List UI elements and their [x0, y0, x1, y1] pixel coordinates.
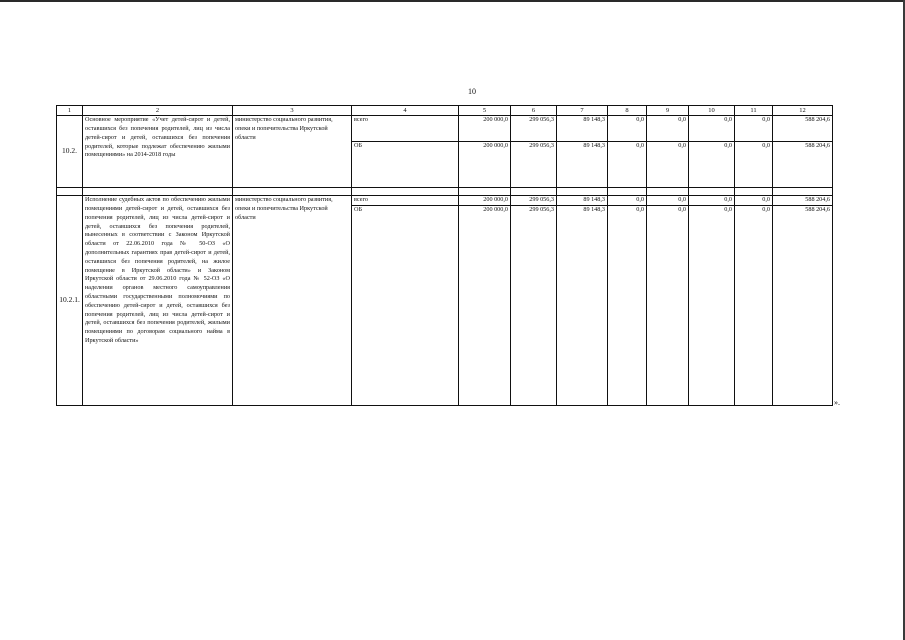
value-cell: 0,0: [608, 206, 647, 406]
column-header: 12: [773, 106, 833, 116]
empty-cell: [689, 188, 735, 196]
value-cell: 0,0: [735, 196, 773, 206]
value-cell: 200 000,0: [459, 196, 511, 206]
empty-cell: [459, 188, 511, 196]
executor-cell: министерство социального развития, опеки и попечительства Иркутской области: [233, 196, 352, 406]
funding-source: всего: [352, 116, 459, 142]
column-header: 3: [233, 106, 352, 116]
column-header: 2: [83, 106, 233, 116]
value-cell: 0,0: [608, 142, 647, 188]
table-row: [57, 116, 833, 142]
value-cell: 299 056,3: [511, 196, 557, 206]
event-description: Исполнение судебных актов по обеспечению жилыми помещениями детей-сирот и детей, оставшихся без попечения родителей, лиц из числа детей-сирот и детей, оставшихся без попечения родителей, вынесенных в соответствии с Законом Иркутской области от 22.06.2010 года № 50-ОЗ «О дополнительных гарантиях прав детей-сирот и детей, оставшихся без попечения родителей, на жилое помещение в Иркутской области» и Законом Иркутской области от 29.06.2010 года № 52-ОЗ «О наделении органов местного самоуправления областными государственными полномочиями по обеспечению детей-сирот и детей, оставшихся без попечения родителей, лиц из числа детей-сирот и детей, оставшихся без попечения родителей, жилыми помещениями по договорам социального найма в Иркутской области»: [83, 196, 233, 406]
value-cell: 89 148,3: [557, 142, 608, 188]
empty-cell: [352, 188, 459, 196]
value-cell: 0,0: [735, 142, 773, 188]
value-cell: 0,0: [735, 206, 773, 406]
value-cell: 89 148,3: [557, 196, 608, 206]
value-cell: 0,0: [647, 206, 689, 406]
funding-source: ОБ: [352, 142, 459, 188]
total-cell: 588 204,6: [773, 116, 833, 142]
column-header: 6: [511, 106, 557, 116]
spacer-row: [57, 188, 833, 196]
value-cell: 0,0: [689, 142, 735, 188]
executor-cell: министерство социального развития, опеки и попечительства Иркутской области: [233, 116, 352, 188]
value-cell: 0,0: [689, 196, 735, 206]
funding-source: ОБ: [352, 206, 459, 406]
row-number: 10.2.1.: [57, 196, 83, 406]
column-header: 7: [557, 106, 608, 116]
value-cell: 200 000,0: [459, 206, 511, 406]
value-cell: 0,0: [689, 116, 735, 142]
value-cell: 0,0: [647, 142, 689, 188]
event-description: Основное мероприятие «Учет детей-сирот и детей, оставшихся без попечения родителей, лиц из числа детей-сирот и детей, оставшихся без попечения родителей, которые подлежат обеспечению жилыми помещениями» на 2014-2018 годы: [83, 116, 233, 188]
column-header: 10: [689, 106, 735, 116]
value-cell: 0,0: [647, 116, 689, 142]
value-cell: 0,0: [689, 206, 735, 406]
empty-cell: [557, 188, 608, 196]
table-row: [57, 196, 833, 206]
closing-mark: ».: [834, 398, 840, 407]
column-header: 1: [57, 106, 83, 116]
value-cell: 0,0: [735, 116, 773, 142]
empty-cell: [608, 188, 647, 196]
empty-cell: [83, 188, 233, 196]
header-row: [57, 106, 833, 116]
total-cell: 588 204,6: [773, 206, 833, 406]
value-cell: 200 000,0: [459, 142, 511, 188]
empty-cell: [773, 188, 833, 196]
column-header: 11: [735, 106, 773, 116]
value-cell: 299 056,3: [511, 206, 557, 406]
value-cell: 89 148,3: [557, 116, 608, 142]
total-cell: 588 204,6: [773, 142, 833, 188]
page-number: 10: [468, 87, 476, 96]
total-cell: 588 204,6: [773, 196, 833, 206]
value-cell: 0,0: [608, 196, 647, 206]
value-cell: 200 000,0: [459, 116, 511, 142]
column-header: 5: [459, 106, 511, 116]
value-cell: 89 148,3: [557, 206, 608, 406]
column-header: 8: [608, 106, 647, 116]
empty-cell: [511, 188, 557, 196]
funding-table: [56, 105, 833, 406]
column-header: 4: [352, 106, 459, 116]
value-cell: 0,0: [608, 116, 647, 142]
empty-cell: [233, 188, 352, 196]
value-cell: 0,0: [647, 196, 689, 206]
row-number: 10.2.: [57, 116, 83, 188]
empty-cell: [735, 188, 773, 196]
empty-cell: [57, 188, 83, 196]
scan-top-edge: [0, 0, 905, 2]
funding-source: всего: [352, 196, 459, 206]
value-cell: 299 056,3: [511, 116, 557, 142]
value-cell: 299 056,3: [511, 142, 557, 188]
column-header: 9: [647, 106, 689, 116]
empty-cell: [647, 188, 689, 196]
